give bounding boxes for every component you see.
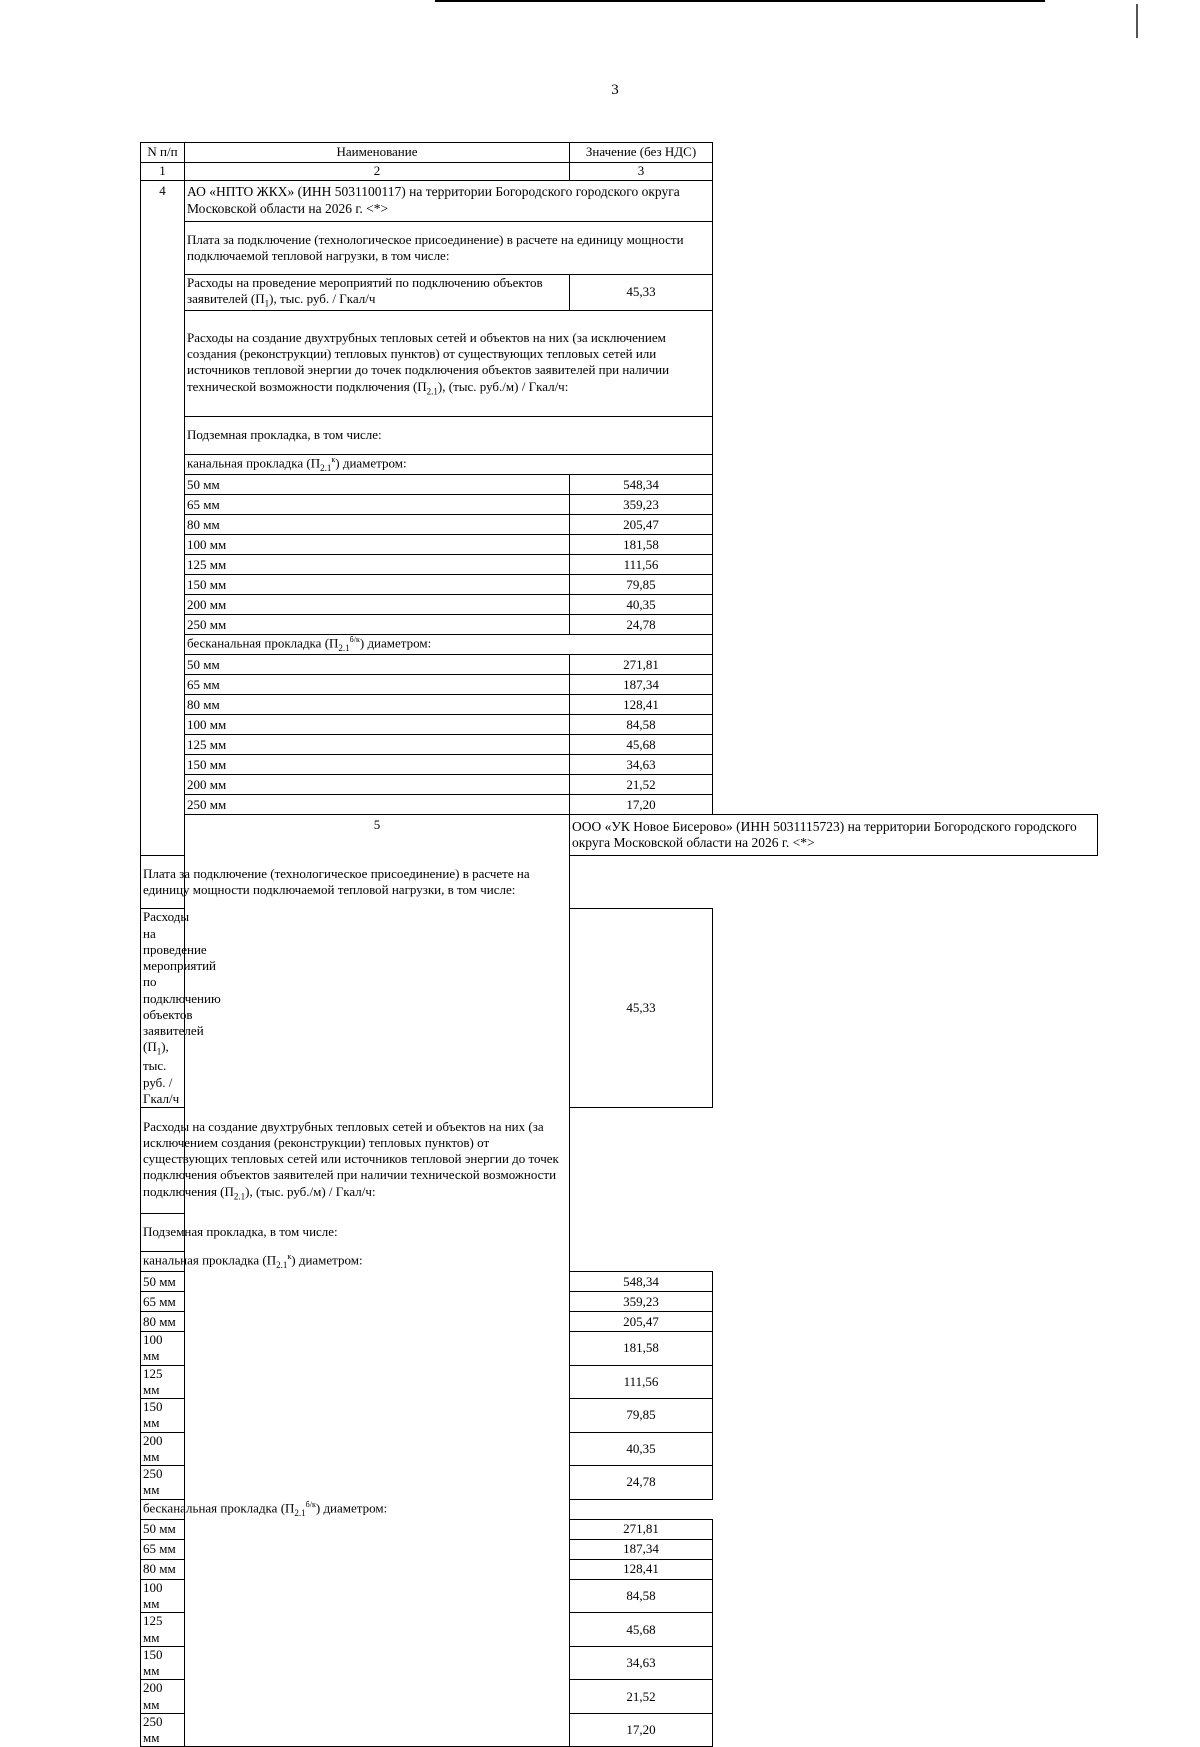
diameter-value: 548,34 bbox=[570, 1272, 713, 1292]
nochannel-diameter-row bbox=[141, 715, 1098, 735]
p1-subscript: 1 bbox=[156, 1047, 162, 1058]
diameter-value: 359,23 bbox=[570, 495, 713, 515]
diameter-value: 34,63 bbox=[570, 755, 713, 775]
p2-tail: ), (тыс. руб./м) / Гкал/ч: bbox=[245, 1183, 376, 1199]
channel-label-text: канальная прокладка (П bbox=[187, 455, 321, 471]
diameter-value: 45,68 bbox=[570, 1613, 713, 1647]
nochannel-label-text: бесканальная прокладка (П bbox=[187, 635, 339, 651]
section-org-row bbox=[141, 815, 1098, 856]
channel-subscript: 2.1 bbox=[276, 1259, 288, 1270]
diameter-value: 40,35 bbox=[570, 1432, 713, 1466]
nochannel-diameter-row bbox=[141, 695, 1098, 715]
diameter-value: 21,52 bbox=[570, 1680, 713, 1714]
diameter-label: 65 мм bbox=[141, 1539, 185, 1559]
p2-description bbox=[185, 311, 713, 417]
underground-row bbox=[141, 417, 1098, 455]
scan-top-edge-line bbox=[435, 0, 1045, 2]
nochannel-label-tail: ) диаметром: bbox=[315, 1500, 388, 1516]
diameter-value: 548,34 bbox=[570, 475, 713, 495]
nochannel-laying-label bbox=[185, 635, 713, 655]
diameter-label: 50 мм bbox=[141, 1519, 185, 1539]
diameter-label: 100 мм bbox=[141, 1579, 185, 1613]
p1-label-text: Расходы на проведение мероприятий по подключению объектов заявителей (П bbox=[187, 275, 543, 307]
channel-diameter-row bbox=[141, 615, 1098, 635]
tariff-table bbox=[140, 142, 1098, 1747]
diameter-value: 111,56 bbox=[570, 555, 713, 575]
channel-diameter-row bbox=[141, 495, 1098, 515]
diameter-value: 271,81 bbox=[570, 1519, 713, 1539]
p1-label-tail: ), тыс. руб. / Гкал/ч bbox=[143, 1039, 180, 1106]
nochannel-diameter-row bbox=[141, 775, 1098, 795]
diameter-value: 84,58 bbox=[570, 715, 713, 735]
header-value: Значение (без НДС) bbox=[570, 143, 713, 163]
payment-row bbox=[141, 222, 1098, 275]
diameter-label: 125 мм bbox=[141, 1613, 185, 1647]
channel-diameter-row bbox=[141, 535, 1098, 555]
underground-label: Подземная прокладка, в том числе: bbox=[185, 417, 713, 455]
index-cell: 3 bbox=[570, 163, 713, 181]
channel-laying-label bbox=[141, 1252, 570, 1272]
underground-row bbox=[141, 1214, 1098, 1252]
diameter-value: 79,85 bbox=[570, 1399, 713, 1433]
diameter-label: 80 мм bbox=[185, 515, 570, 535]
payment-row bbox=[141, 856, 1098, 909]
nochannel-label-text: бесканальная прокладка (П bbox=[143, 1500, 295, 1516]
diameter-value: 181,58 bbox=[570, 535, 713, 555]
p2-row bbox=[141, 311, 1098, 417]
channel-label-tail: ) диаметром: bbox=[291, 1252, 363, 1268]
header-name: Наименование bbox=[185, 143, 570, 163]
diameter-label: 250 мм bbox=[185, 795, 570, 815]
index-cell: 1 bbox=[141, 163, 185, 181]
diameter-label: 150 мм bbox=[141, 1646, 185, 1680]
section-number: 4 bbox=[141, 181, 185, 856]
channel-header-row bbox=[141, 455, 1098, 475]
diameter-label: 65 мм bbox=[185, 675, 570, 695]
diameter-value: 24,78 bbox=[570, 1466, 713, 1500]
diameter-value: 128,41 bbox=[570, 1559, 713, 1579]
p1-label-text: Расходы на проведение мероприятий по подключению объектов заявителей (П bbox=[143, 909, 221, 1055]
section-number: 5 bbox=[185, 815, 570, 1747]
p2-text: Расходы на создание двухтрубных тепловых сетей и объектов на них (за исключением создания (реконструкции) тепловых пунктов) от существующих тепловых сетей или источников тепловой энергии до точек подключения объектов заявителей при наличии технической возможности подключения (П bbox=[143, 1118, 559, 1199]
p2-tail: ), (тыс. руб./м) / Гкал/ч: bbox=[437, 378, 569, 394]
diameter-label: 150 мм bbox=[141, 1399, 185, 1433]
nochannel-laying-label bbox=[141, 1499, 570, 1519]
diameter-value: 205,47 bbox=[570, 1312, 713, 1332]
channel-subscript: 2.1 bbox=[320, 463, 332, 474]
diameter-value: 79,85 bbox=[570, 575, 713, 595]
nochannel-subscript: 2.1 bbox=[338, 643, 350, 654]
diameter-label: 80 мм bbox=[185, 695, 570, 715]
channel-diameter-row bbox=[141, 475, 1098, 495]
diameter-label: 200 мм bbox=[141, 1680, 185, 1714]
diameter-value: 24,78 bbox=[570, 615, 713, 635]
diameter-value: 40,35 bbox=[570, 595, 713, 615]
diameter-value: 17,20 bbox=[570, 1713, 713, 1747]
table-body bbox=[141, 181, 1098, 1747]
diameter-label: 150 мм bbox=[185, 755, 570, 775]
nochannel-label-tail: ) диаметром: bbox=[359, 635, 432, 651]
channel-header-row bbox=[141, 1252, 1098, 1272]
table-index-row bbox=[141, 163, 1098, 181]
p2-description bbox=[141, 1108, 570, 1214]
index-cell: 2 bbox=[185, 163, 570, 181]
p1-subscript: 1 bbox=[264, 298, 270, 309]
diameter-value: 17,20 bbox=[570, 795, 713, 815]
channel-diameter-row bbox=[141, 555, 1098, 575]
p2-text: Расходы на создание двухтрубных тепловых сетей и объектов на них (за исключением создания (реконструкции) тепловых пунктов) от существующих тепловых сетей или источников тепловой энергии до точек подключения объектов заявителей при наличии технической возможности подключения (П bbox=[187, 329, 670, 394]
diameter-label: 50 мм bbox=[141, 1272, 185, 1292]
diameter-label: 250 мм bbox=[185, 615, 570, 635]
channel-superscript: к bbox=[331, 455, 336, 465]
diameter-label: 200 мм bbox=[185, 595, 570, 615]
nochannel-superscript: б/к bbox=[305, 1499, 316, 1509]
diameter-label: 100 мм bbox=[141, 1332, 185, 1366]
channel-label-tail: ) диаметром: bbox=[335, 455, 407, 471]
diameter-label: 50 мм bbox=[185, 655, 570, 675]
nochannel-diameter-row bbox=[141, 755, 1098, 775]
channel-laying-label bbox=[185, 455, 713, 475]
diameter-label: 125 мм bbox=[185, 555, 570, 575]
diameter-value: 21,52 bbox=[570, 775, 713, 795]
diameter-label: 65 мм bbox=[185, 495, 570, 515]
diameter-value: 271,81 bbox=[570, 655, 713, 675]
nochannel-subscript: 2.1 bbox=[294, 1507, 306, 1518]
channel-superscript: к bbox=[287, 1252, 292, 1262]
diameter-value: 205,47 bbox=[570, 515, 713, 535]
channel-diameter-row bbox=[141, 595, 1098, 615]
diameter-label: 125 мм bbox=[185, 735, 570, 755]
nochannel-diameter-row bbox=[141, 735, 1098, 755]
p2-subscript: 2.1 bbox=[426, 386, 438, 397]
header-num: N п/п bbox=[141, 143, 185, 163]
nochannel-superscript: б/к bbox=[349, 635, 360, 645]
p2-subscript: 2.1 bbox=[233, 1191, 246, 1202]
p1-label bbox=[185, 275, 570, 311]
payment-description: Плата за подключение (технологическое присоединение) в расчете на единицу мощности подключаемой тепловой нагрузки, в том числе: bbox=[185, 222, 713, 275]
page-number: 3 bbox=[611, 82, 619, 98]
p1-row bbox=[141, 275, 1098, 311]
diameter-label: 150 мм bbox=[185, 575, 570, 595]
p1-label-tail: ), тыс. руб. / Гкал/ч bbox=[269, 291, 376, 307]
diameter-value: 34,63 bbox=[570, 1646, 713, 1680]
diameter-label: 100 мм bbox=[185, 715, 570, 735]
diameter-value: 84,58 bbox=[570, 1579, 713, 1613]
diameter-label: 250 мм bbox=[141, 1466, 185, 1500]
p1-value: 45,33 bbox=[570, 275, 713, 311]
nochannel-diameter-row bbox=[141, 675, 1098, 695]
diameter-label: 65 мм bbox=[141, 1292, 185, 1312]
diameter-label: 250 мм bbox=[141, 1713, 185, 1747]
diameter-label: 50 мм bbox=[185, 475, 570, 495]
diameter-label: 200 мм bbox=[185, 775, 570, 795]
diameter-label: 125 мм bbox=[141, 1365, 185, 1399]
diameter-value: 111,56 bbox=[570, 1365, 713, 1399]
p2-row bbox=[141, 1108, 1098, 1214]
diameter-value: 181,58 bbox=[570, 1332, 713, 1366]
organization-title: АО «НПТО ЖКХ» (ИНН 5031100117) на территории Богородского городского округа Московской области на 2026 г. <*> bbox=[185, 181, 713, 222]
nochannel-diameter-row bbox=[141, 655, 1098, 675]
channel-label-text: канальная прокладка (П bbox=[143, 1252, 277, 1268]
diameter-label: 100 мм bbox=[185, 535, 570, 555]
diameter-value: 128,41 bbox=[570, 695, 713, 715]
organization-title: ООО «УК Новое Бисерово» (ИНН 5031115723) на территории Богородского городского округа Московской области на 2026 г. <*> bbox=[570, 815, 1098, 856]
diameter-label: 80 мм bbox=[141, 1559, 185, 1579]
underground-label: Подземная прокладка, в том числе: bbox=[141, 1214, 570, 1252]
diameter-value: 187,34 bbox=[570, 675, 713, 695]
channel-diameter-row bbox=[141, 515, 1098, 535]
diameter-value: 187,34 bbox=[570, 1539, 713, 1559]
diameter-value: 45,68 bbox=[570, 735, 713, 755]
diameter-value: 359,23 bbox=[570, 1292, 713, 1312]
diameter-label: 200 мм bbox=[141, 1432, 185, 1466]
p1-value: 45,33 bbox=[570, 909, 713, 1108]
scan-right-edge-line bbox=[1136, 4, 1138, 38]
channel-diameter-row bbox=[141, 575, 1098, 595]
payment-description: Плата за подключение (технологическое присоединение) в расчете на единицу мощности подключаемой тепловой нагрузки, в том числе: bbox=[141, 856, 570, 909]
diameter-label: 80 мм bbox=[141, 1312, 185, 1332]
section-org-row bbox=[141, 181, 1098, 222]
nochannel-diameter-row bbox=[141, 795, 1098, 815]
nochannel-header-row bbox=[141, 635, 1098, 655]
p1-label bbox=[141, 909, 221, 1108]
table-header-row bbox=[141, 143, 1098, 163]
nochannel-header-row bbox=[141, 1499, 1098, 1519]
